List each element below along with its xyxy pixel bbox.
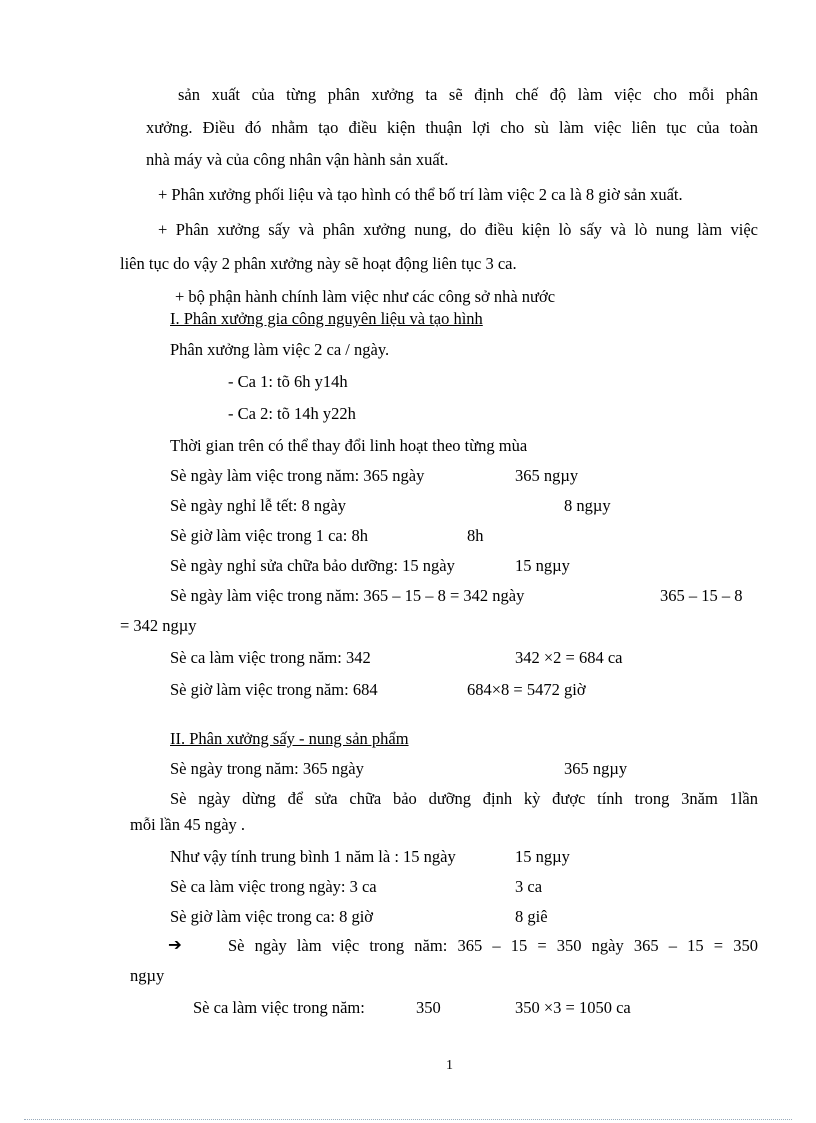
text-line: Phân xưởng làm việc 2 ca / ngày. xyxy=(170,340,390,359)
paragraph-line: sản xuất của từng phân xưởng ta sẽ định chế độ làm việc cho mỗi phân xyxy=(178,85,758,104)
calc-row-label: Như vậy tính trung bình 1 năm là : 15 ngày xyxy=(170,847,456,866)
calc-row-label: Sè giờ làm việc trong năm: 684 xyxy=(170,680,378,699)
paragraph-line: xưởng. Điều đó nhằm tạo điều kiện thuận lợi cho sù làm việc liên tục của toàn xyxy=(146,118,758,137)
calc-row-label: Sè ca làm việc trong năm: xyxy=(193,998,365,1017)
shift-line: - Ca 2: tõ 14h y22h xyxy=(228,404,356,423)
section-heading: I. Phân xưởng gia công nguyên liệu và tạo hình xyxy=(170,309,483,328)
arrow-right-icon: ➔ xyxy=(168,935,182,954)
calc-row-mid: 350 xyxy=(416,998,441,1017)
calc-row-label: Sè ngày nghỉ sửa chữa bảo dưỡng: 15 ngày xyxy=(170,556,455,575)
calc-row-value: 8h xyxy=(467,526,484,545)
calc-row-value: 8 ngµy xyxy=(564,496,611,515)
calc-row-label: Sè ca làm việc trong năm: 342 xyxy=(170,648,371,667)
calc-row-label: Sè giờ làm việc trong 1 ca: 8h xyxy=(170,526,368,545)
calc-row-value: 365 ngµy xyxy=(564,759,628,778)
page-number: 1 xyxy=(446,1058,453,1073)
calc-row-value: 350 ×3 = 1050 ca xyxy=(515,998,631,1017)
calc-row-value: 15 ngµy xyxy=(515,556,570,575)
calc-row-label: Sè ngày làm việc trong năm: 365 ngày xyxy=(170,466,425,485)
shift-line: - Ca 1: tõ 6h y14h xyxy=(228,372,348,391)
calc-row-label: Sè ngày trong năm: 365 ngày xyxy=(170,759,364,778)
calc-row-label: Sè giờ làm việc trong ca: 8 giờ xyxy=(170,907,374,926)
paragraph-line: mỗi lần 45 ngày . xyxy=(130,815,246,834)
text-line: Thời gian trên có thể thay đổi linh hoạt theo từng mùa xyxy=(170,436,528,455)
calc-row-value: 684×8 = 5472 giờ xyxy=(467,680,586,699)
calc-row-label: Sè ngày làm việc trong năm: 365 – 15 – 8 = 342 ngày xyxy=(170,586,525,605)
bullet-line: + Phân xưởng phối liệu và tạo hình có thể bố trí làm việc 2 ca là 8 giờ sản xuất. xyxy=(158,185,683,204)
bullet-line: liên tục do vậy 2 phân xưởng này sẽ hoạt động liên tục 3 ca. xyxy=(120,254,517,273)
calc-row-value: 365 ngµy xyxy=(515,466,579,485)
calc-row-label: Sè ngày nghỉ lễ tết: 8 ngày xyxy=(170,496,346,515)
calc-row-value: 342 ×2 = 684 ca xyxy=(515,648,623,667)
paragraph-line: nhà máy và của công nhân vận hành sản xuất. xyxy=(146,150,449,169)
calc-row-value: 15 ngµy xyxy=(515,847,570,866)
calc-row-value: 8 giê xyxy=(515,907,548,926)
calc-row-value: 3 ca xyxy=(515,877,543,896)
paragraph-line: Sè ngày dừng để sửa chữa bảo dưỡng định kỳ được tính trong 3năm 1lần xyxy=(170,789,758,808)
result-wrap: ngµy xyxy=(130,966,165,985)
calc-row-label: Sè ca làm việc trong ngày: 3 ca xyxy=(170,877,377,896)
page-border xyxy=(24,1119,792,1120)
section-heading: II. Phân xưởng sấy - nung sản phẩm xyxy=(170,729,409,748)
bullet-line: + bộ phận hành chính làm việc như các công sở nhà nước xyxy=(175,287,556,306)
result-line: Sè ngày làm việc trong năm: 365 – 15 = 350 ngày 365 – 15 = 350 xyxy=(228,936,758,955)
calc-row-value: 365 – 15 – 8 xyxy=(660,586,743,605)
calc-row-wrap: = 342 ngµy xyxy=(120,616,197,635)
bullet-line: + Phân xưởng sấy và phân xưởng nung, do điều kiện lò sấy và lò nung làm việc xyxy=(158,220,758,239)
